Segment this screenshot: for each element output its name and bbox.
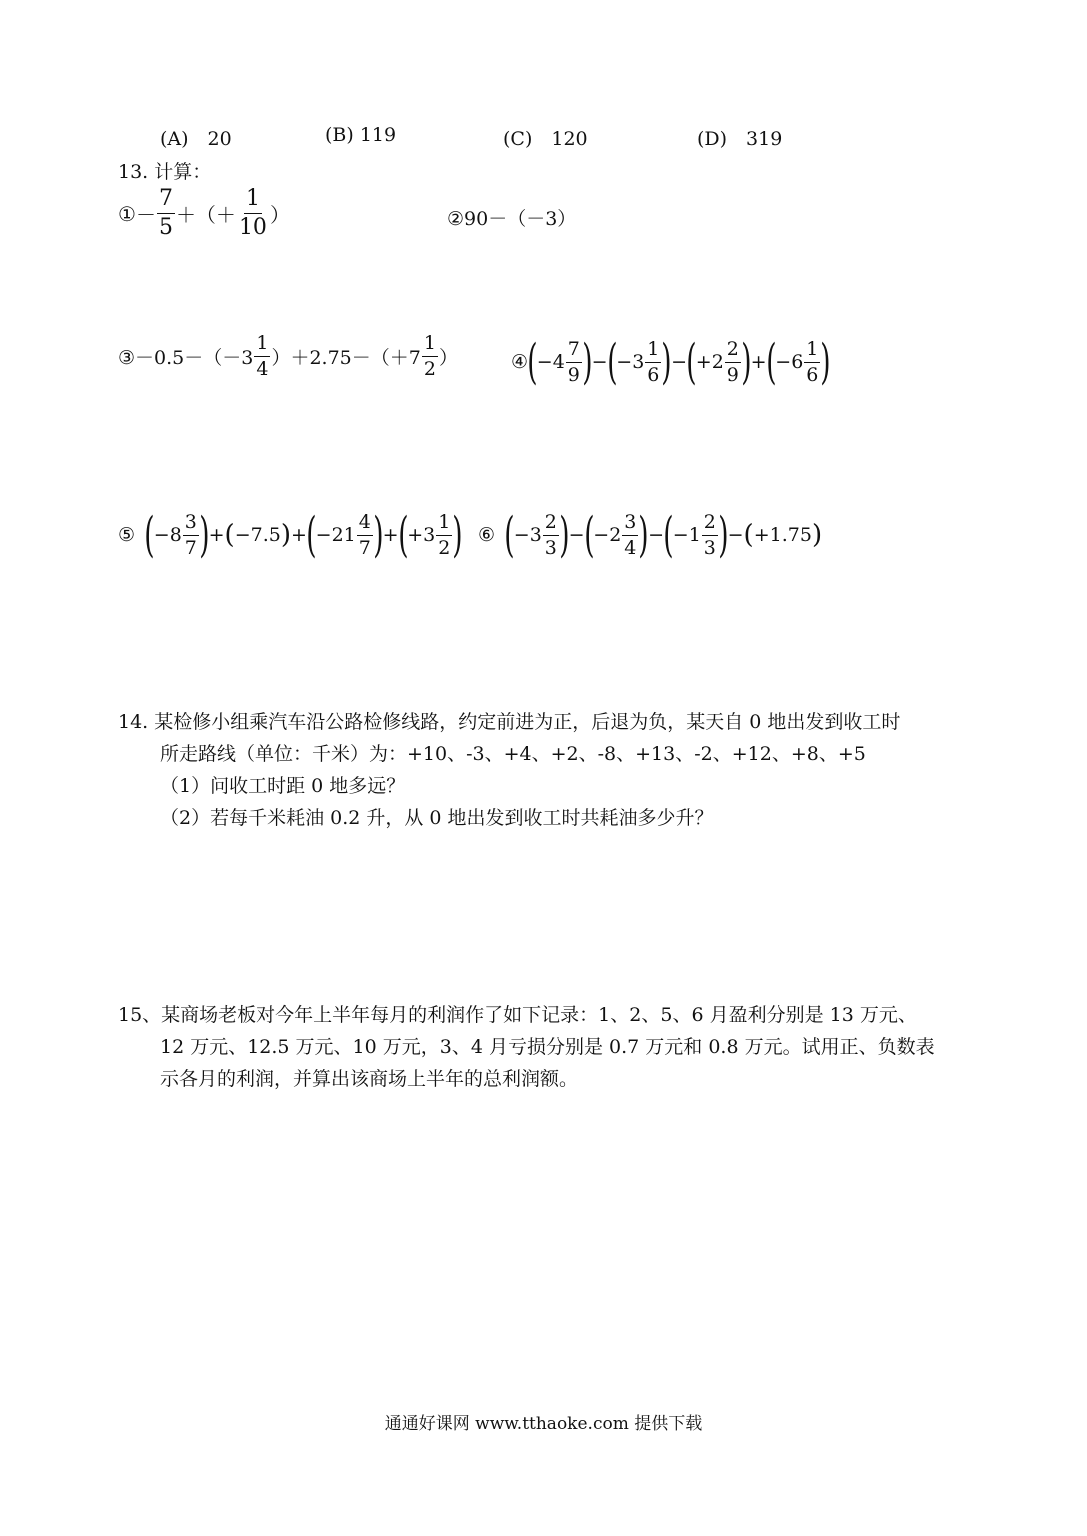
expr5-marker: ⑤: [118, 524, 136, 546]
expr6-term3-whole: −1: [672, 524, 701, 546]
expr5-term4-whole: +3: [407, 524, 436, 546]
expr6-term2-fraction: $\frac{3}{4}$: [624, 510, 637, 559]
option-b: (B) 119: [325, 124, 397, 146]
expr5-op1: +: [208, 524, 225, 546]
expr1-minus: －: [135, 203, 156, 227]
expr4-term2-fraction: $\frac{1}{6}$: [647, 337, 660, 386]
expression-1: [118, 188, 290, 239]
expr4-term2-whole: −3: [616, 351, 645, 373]
question-14-line-1: 14. 某检修小组乘汽车沿公路检修线路，约定前进为正，后退为负，某天自 0 地出发到收工时: [118, 711, 901, 733]
expr6-term3-fraction: $\frac{2}{3}$: [703, 510, 716, 559]
question-13-title: 13. 计算：: [118, 161, 212, 183]
expr6-term1-whole: −3: [513, 524, 542, 546]
expression-2: ②90－（－3）: [447, 208, 577, 230]
expression-3: [118, 334, 458, 379]
expr5-op3: +: [382, 524, 399, 546]
expr1-marker: ①: [118, 201, 136, 226]
expr1-close: ）: [269, 203, 290, 227]
expr5-term3-fraction: $\frac{4}{7}$: [358, 510, 371, 559]
expr3-close: ）: [438, 347, 458, 369]
expr5-term1-whole: −8: [153, 524, 182, 546]
footer-credit: 通通好课网 www.tthaoke.com 提供下载: [384, 1414, 703, 1434]
option-c: (C) 120: [503, 128, 588, 150]
question-15-line-1: 15、某商场老板对今年上半年每月的利润作了如下记录：1、2、5、6 月盈利分别是 13 万元、: [118, 1004, 917, 1026]
expr4-marker: ④: [511, 351, 529, 373]
question-14-sub-1: （1）问收工时距 0 地多远？: [160, 775, 406, 797]
expr4-term1-whole: −4: [536, 351, 565, 373]
expr5-term4-fraction: $\frac{1}{2}$: [438, 510, 451, 559]
expr6-term4: +1.75: [753, 524, 812, 546]
expr5-term3-whole: −21: [315, 524, 356, 546]
expr5-term1-fraction: $\frac{3}{7}$: [184, 510, 197, 559]
question-14-sub-2: （2）若每千米耗油 0.2 升，从 0 地出发到收工时共耗油多少升？: [160, 807, 714, 829]
expression-4: ④ ( −4 $\frac{7}{9}$ ) − ( −3 $\frac{1}{6}$ ) − ( +2 $\frac{2}{9}$ ) + ( −6 $\frac{1}{6}$ ): [511, 334, 831, 390]
expr6-op3: −: [727, 524, 744, 546]
expr4-op1: −: [591, 351, 608, 373]
expr4-term3-whole: +2: [695, 351, 724, 373]
expr6-term2-whole: −2: [593, 524, 622, 546]
expr6-op2: −: [648, 524, 665, 546]
expr4-op2: −: [671, 351, 688, 373]
expression-6: ⑥ ( −3 $\frac{2}{3}$ ) − ( −2 $\frac{3}{4}$ ) − ( −1 $\frac{2}{3}$ ) − ( +1.75 ): [478, 507, 823, 563]
question-15-line-2: 12 万元、12.5 万元、10 万元，3、4 月亏损分别是 0.7 万元和 0.8 万元。试用正、负数表: [160, 1036, 935, 1058]
expr4-op3: +: [750, 351, 767, 373]
expr6-marker: ⑥: [478, 524, 496, 546]
expr4-term4-fraction: $\frac{1}{6}$: [806, 337, 819, 386]
expr4-term4-whole: −6: [775, 351, 804, 373]
expr6-term1-fraction: $\frac{2}{3}$: [544, 510, 557, 559]
expr4-term1-fraction: $\frac{7}{9}$: [567, 337, 580, 386]
expr5-term2: −7.5: [234, 524, 281, 546]
option-a: (A) 20: [160, 128, 232, 150]
expr1-fraction-1: $\frac{7}{5}$: [158, 186, 173, 240]
expr6-op1: −: [568, 524, 585, 546]
question-14-line-2: 所走路线（单位：千米）为：+10、-3、+4、+2、-8、+13、-2、+12、+8、+5: [160, 743, 866, 765]
expr5-op2: +: [291, 524, 307, 546]
question-15-line-3: 示各月的利润，并算出该商场上半年的总利润额。: [160, 1068, 579, 1090]
expr1-fraction-2: $\frac{1}{10}$: [238, 186, 267, 240]
expr1-plus: ＋（＋: [175, 203, 236, 227]
expr4-term3-fraction: $\frac{2}{9}$: [726, 337, 739, 386]
expr3-fraction-2: $\frac{1}{2}$: [423, 332, 436, 380]
expr3-middle: ）＋2.75－（＋7: [271, 347, 421, 369]
option-d: (D) 319: [697, 128, 783, 150]
expr3-fraction-1: $\frac{1}{4}$: [256, 332, 269, 380]
expr3-prefix: ③－0.5－（－3: [118, 347, 254, 369]
expression-5: ⑤ ( −8 $\frac{3}{7}$ ) + ( −7.5 ) + ( −21 $\frac{4}{7}$ ) + ( +3 $\frac{1}{2}$ ): [118, 507, 463, 563]
